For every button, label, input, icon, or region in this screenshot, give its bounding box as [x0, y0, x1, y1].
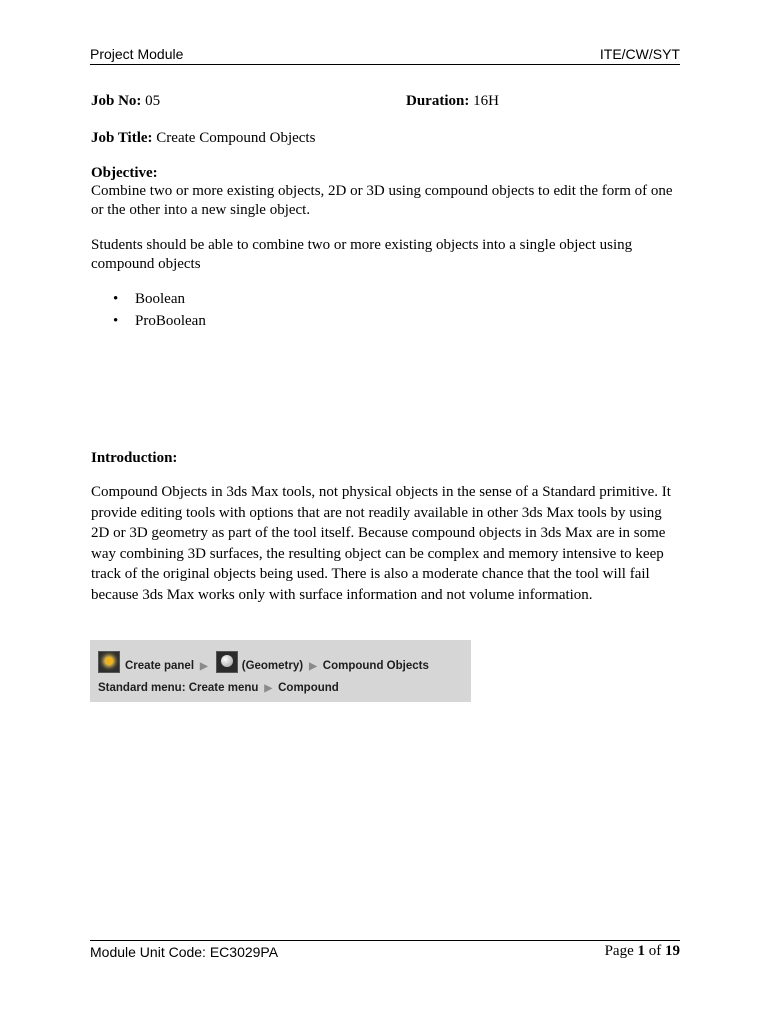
objective-heading: Objective:: [91, 165, 158, 181]
introduction-text: Compound Objects in 3ds Max tools, not physical objects in the sense of a Standard primitive. It provide editing tools with options that are not readily available in other 3ds Max tools by using 2D or 3D geometry as part of the tool itself. Because compound objects in 3ds Max are in some way combining 3D surfaces, the resulting object can be complex and memory intensive to keep track of the original objects being used. There is also a moderate chance that the tool will fail because 3ds Max works only with surface information and not volume information.: [91, 484, 671, 603]
page-number: Page 1 of 19: [604, 943, 680, 959]
compound-objects-label: Compound Objects: [322, 660, 429, 672]
menu-path-box: [90, 640, 471, 702]
duration-value: 16H: [473, 93, 499, 109]
job-no-line: [91, 92, 160, 111]
job-title-line: [91, 129, 315, 148]
create-panel-icon: [98, 651, 120, 673]
introduction-heading: Introduction:: [91, 450, 178, 466]
list-item: • ProBoolean: [113, 313, 206, 329]
page-footer: [90, 940, 680, 960]
duration-label: Duration:: [406, 93, 470, 109]
arrow-icon: ▶: [309, 661, 317, 672]
standard-menu-label: Standard menu: Create menu: [98, 682, 259, 694]
compound-label: Compound: [278, 682, 339, 694]
geometry-label: (Geometry): [241, 660, 304, 672]
list-item: • Boolean: [113, 291, 185, 307]
compound-bullet-list: [110, 290, 206, 334]
arrow-icon: ▶: [200, 661, 208, 672]
job-title-label: Job Title:: [91, 130, 153, 146]
job-title-value: Create Compound Objects: [156, 130, 316, 146]
geometry-icon: [216, 651, 238, 673]
arrow-icon: ▶: [264, 683, 273, 694]
standard-menu-path: [98, 682, 339, 694]
objective-text: Combine two or more existing objects, 2D or 3D using compound objects to edit the form of one or the other into a new single object.: [91, 183, 673, 218]
students-text: Students should be able to combine two or more existing objects into a single object using compound objects: [91, 237, 633, 272]
create-panel-label: Create panel: [125, 660, 195, 672]
module-unit-code: Module Unit Code: EC3029PA: [90, 944, 279, 960]
page-header: [90, 44, 680, 65]
header-project-module: Project Module: [90, 46, 184, 62]
job-no-value: 05: [145, 93, 161, 109]
bullet-icon: •: [113, 313, 119, 329]
header-code: ITE/CW/SYT: [599, 46, 680, 62]
job-no-label: Job No:: [91, 93, 142, 109]
create-panel-path: [98, 651, 429, 673]
bullet-icon: •: [113, 291, 119, 307]
duration-line: [406, 92, 499, 111]
